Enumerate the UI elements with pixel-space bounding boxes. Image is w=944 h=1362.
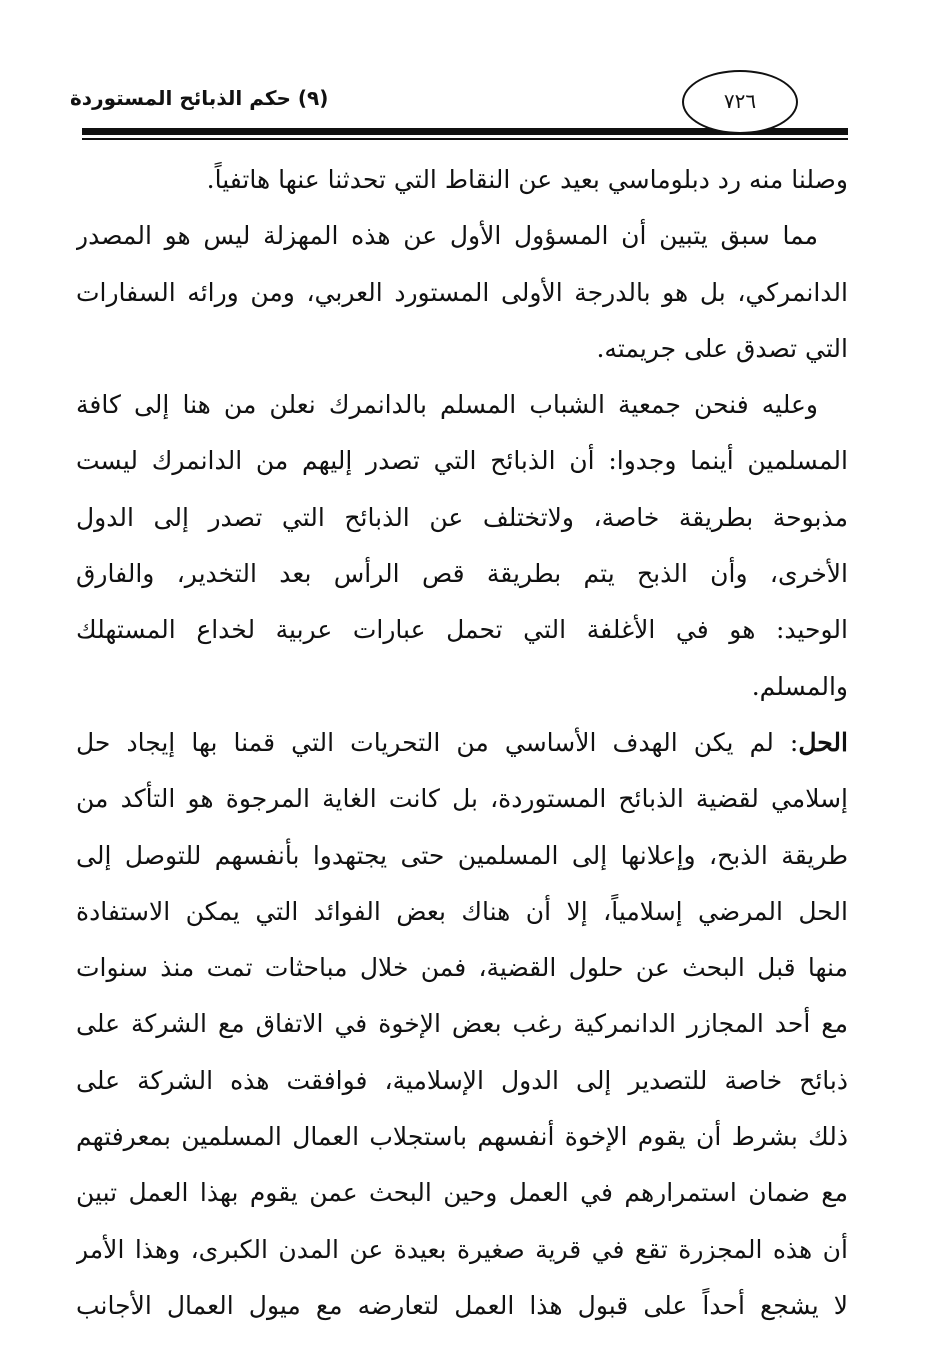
text-line: أن هذه المجزرة تقع في قرية صغيرة بعيدة عن المدن الكبرى، وهذا الأمر [76, 1234, 848, 1264]
solution-separator: : [773, 727, 799, 757]
solution-line-text: لم يكن الهدف الأساسي من التحريات التي قمنا بها إيجاد حل [76, 727, 774, 757]
text-line: التي تصدق على جريمته. [596, 333, 848, 363]
text-line: ذبائح خاصة للتصدير إلى الدول الإسلامية، فوافقت هذه الشركة على [76, 1065, 848, 1095]
paragraph-first-line: مما سبق يتبين أن المسؤول الأول عن هذه المهزلة ليس هو المصدر [76, 221, 818, 251]
text-line: الأخرى، وأن الذبح يتم بطريقة قص الرأس بعد التخدير، والفارق [76, 559, 848, 589]
text-line: طريقة الذبح، وإعلانها إلى المسلمين حتى يجتهدوا بأنفسهم للتوصل إلى [76, 840, 848, 870]
header-rule-thin [82, 138, 848, 140]
solution-term: الحل [798, 727, 848, 757]
text-line: وصلنا منه رد دبلوماسي بعيد عن النقاط التي تحدثنا عنها هاتفياً. [206, 165, 848, 194]
text-line: منها قبل البحث عن حلول القضية، فمن خلال مباحثات تمت منذ سنوات [76, 953, 848, 983]
page-number-oval [682, 70, 798, 134]
solution-paragraph-first-line [76, 715, 848, 771]
text-line: مع أحد المجازر الدانمركية رغب بعض الإخوة في الاتفاق مع الشركة على [76, 1009, 848, 1039]
text-line: ذلك بشرط أن يقوم الإخوة أنفسهم باستجلاب العمال المسلمين بمعرفتهم [76, 1122, 848, 1152]
paragraph-first-line: وعليه فنحن جمعية الشباب المسلم بالدانمرك نعلن من هنا إلى كافة [76, 390, 818, 420]
text-line: إسلامي لقضية الذبائح المستوردة، بل كانت الغاية المرجوة هو التأكد من [76, 784, 848, 814]
text-line: مذبوحة بطريقة خاصة، ولاتختلف عن الذبائح التي تصدر إلى الدول [76, 502, 848, 532]
text-line: والمسلم. [751, 671, 848, 701]
text-line: الدانمركي، بل هو بالدرجة الأولى المستورد العربي، ومن ورائه السفارات [76, 277, 848, 307]
text-line: الوحيد: هو في الأغلفة التي تحمل عبارات عربية لخداع المستهلك [76, 615, 848, 645]
text-line: لا يشجع أحداً على قبول هذا العمل لتعارضه مع ميول العمال الأجانب [76, 1290, 848, 1320]
body-text [76, 152, 848, 1334]
text-line: المسلمين أينما وجدوا: أن الذبائح التي تصدر إليهم من الدانمرك ليست [76, 446, 848, 476]
text-line: مع ضمان استمرارهم في العمل وحين البحث عمن يقوم بهذا العمل تبين [76, 1178, 848, 1208]
page-header [70, 70, 848, 142]
chapter-title: (٩) حكم الذبائح المستوردة [70, 86, 329, 110]
text-line: الحل المرضي إسلامياً، إلا أن هناك بعض الفوائد التي يمكن الاستفادة [76, 896, 848, 926]
page-number: ٧٢٦ [723, 89, 757, 113]
